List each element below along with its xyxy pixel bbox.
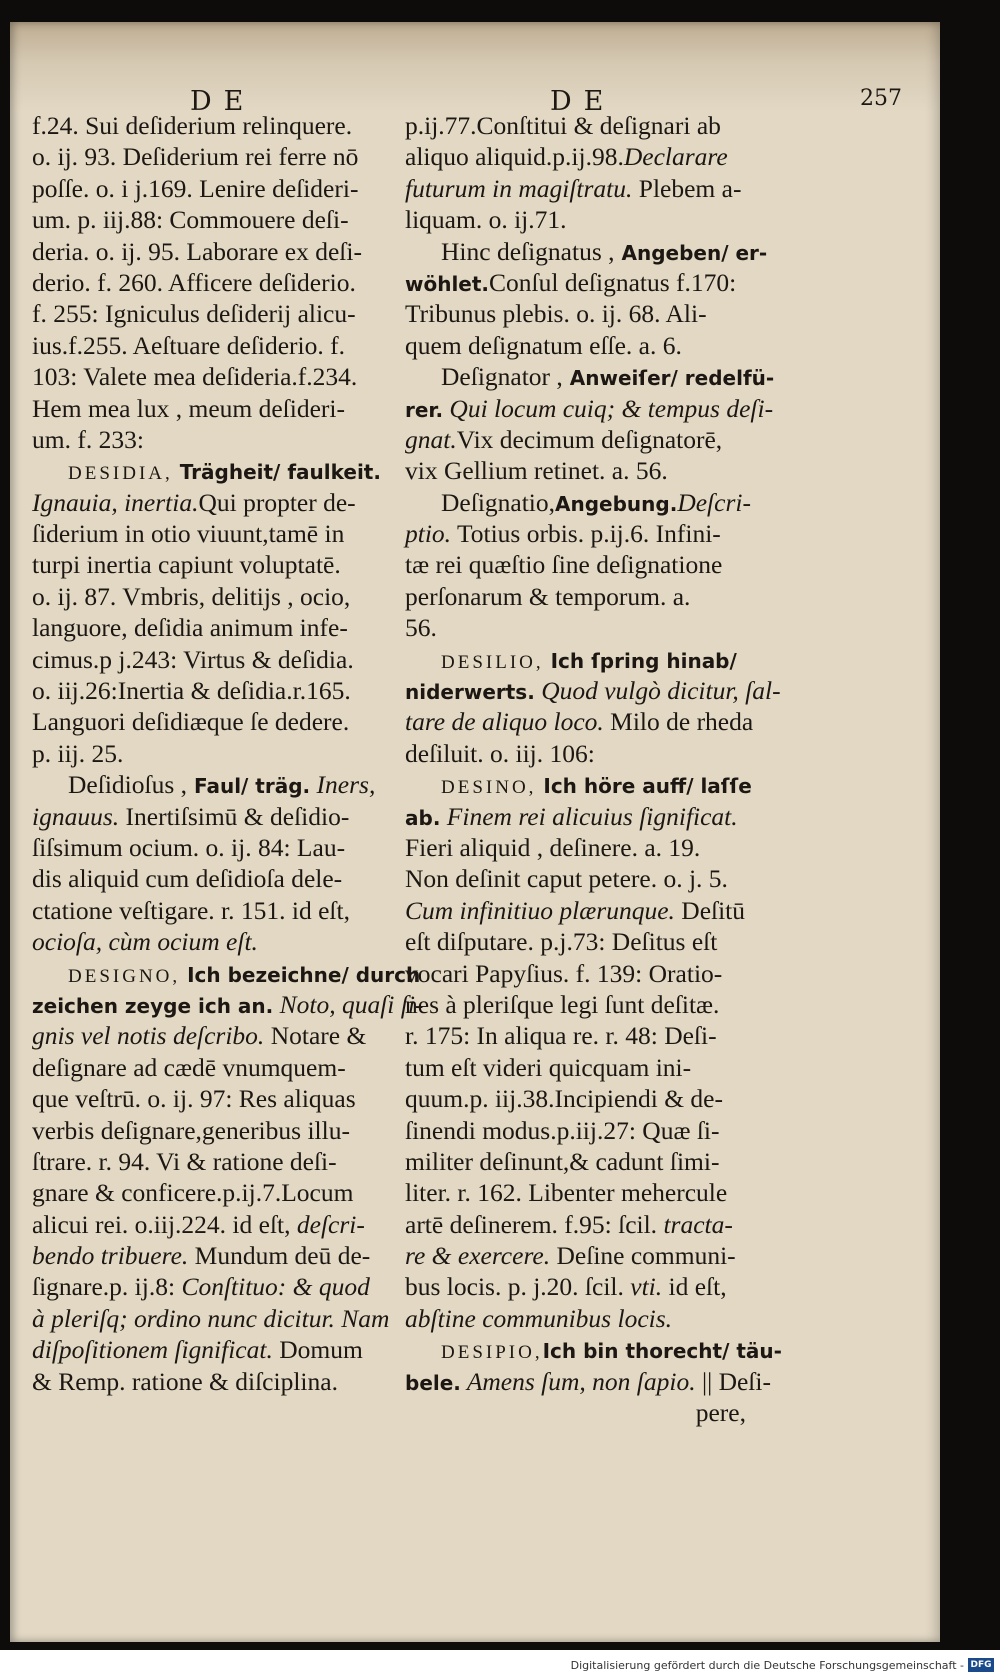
italic-text: abſtine communibus locis. <box>405 1303 673 1333</box>
latin-text: Deſidioſus , <box>68 770 187 800</box>
latin-text: 56. <box>405 613 437 643</box>
italic-text: Qui locum cuiq; & tempus deſi- <box>443 393 774 423</box>
text-line <box>32 1303 402 1334</box>
german-gloss: Ich ſpring hinab/ <box>543 648 737 673</box>
text-line <box>405 1052 760 1083</box>
latin-text: um. f. 233: <box>32 424 144 454</box>
text-line <box>405 518 760 549</box>
german-gloss: niderwerts. <box>405 680 535 705</box>
text-line <box>32 455 402 486</box>
latin-text: quum.p. iij.38.Incipiendi & de- <box>405 1084 723 1114</box>
text-line <box>405 1240 760 1271</box>
text-line <box>405 706 760 737</box>
text-line <box>405 549 760 580</box>
italic-text: Deſcri- <box>677 487 751 517</box>
text-line <box>405 769 760 800</box>
text-line <box>405 895 760 926</box>
latin-text: Non deſinit caput petere. o. j. 5. <box>405 864 728 894</box>
text-line <box>405 801 760 832</box>
italic-text: Declarare <box>623 142 728 172</box>
text-line <box>405 644 760 675</box>
latin-text: deria. o. ij. 95. Laborare ex deſi- <box>32 236 362 266</box>
latin-text: Hem mea lux , meum deſideri- <box>32 393 345 423</box>
italic-text: Amens ſum, non ſapio. <box>460 1366 696 1396</box>
german-gloss: wöhlet. <box>405 271 490 296</box>
latin-text: derio. f. 260. Afficere deſiderio. <box>32 267 356 297</box>
latin-text: alicui rei. o.iij.224. id eſt, <box>32 1209 291 1239</box>
text-line <box>32 769 402 800</box>
italic-text: Cum infinitiuo plærunque. <box>405 895 675 925</box>
text-line <box>405 267 760 298</box>
text-line <box>32 958 421 989</box>
german-gloss: Anweiſer/ redelfü- <box>562 366 775 391</box>
latin-text: liter. r. 162. Libenter mehercule <box>405 1178 728 1208</box>
german-gloss: rer. <box>405 397 444 422</box>
german-gloss: ab. <box>405 805 441 830</box>
latin-text: Mundum deū de- <box>188 1241 371 1271</box>
latin-text: deſignare ad cædē vnumquem- <box>32 1052 346 1082</box>
text-line <box>32 487 402 518</box>
text-line <box>405 110 760 141</box>
latin-text: Deſine communi- <box>550 1241 736 1271</box>
text-line <box>32 1366 402 1397</box>
italic-text: futurum in magiſtratu. <box>405 173 633 203</box>
german-gloss: Angebung. <box>555 491 678 516</box>
text-line <box>32 424 402 455</box>
text-line <box>32 361 402 392</box>
text-line <box>405 1146 760 1177</box>
latin-text: f. 255: Igniculus deſiderij alicu- <box>32 299 356 329</box>
text-line <box>405 738 760 769</box>
latin-text: liquam. o. ij.71. <box>405 205 567 235</box>
italic-text: tracta- <box>657 1209 733 1239</box>
latin-text: id eſt, <box>662 1272 727 1302</box>
text-line <box>32 1020 402 1051</box>
german-gloss: Ich bezeichne/ durch <box>180 962 421 987</box>
text-line <box>405 1303 760 1334</box>
latin-text: Notare & <box>264 1021 367 1051</box>
latin-text: p.ij.77.Conſtitui & deſignari ab <box>405 111 721 140</box>
latin-text: aliquo aliquid.p.ij.98. <box>405 142 624 172</box>
text-line <box>32 267 402 298</box>
latin-text: vix Gellium retinet. a. 56. <box>405 456 668 486</box>
latin-text: Milo de rheda <box>603 707 754 737</box>
text-line <box>405 832 760 863</box>
italic-text: deſcri- <box>290 1209 365 1239</box>
latin-text: dis aliquid cum deſidioſa dele- <box>32 864 343 894</box>
latin-text: Deſignatio, <box>441 487 556 517</box>
text-line <box>32 989 424 1020</box>
text-line <box>405 173 760 204</box>
text-line <box>405 1334 782 1365</box>
text-line <box>32 1052 402 1083</box>
latin-text: ſiderium in otio viuunt,tamē in <box>32 519 345 549</box>
headword: DESILIO, <box>441 651 544 673</box>
latin-text: poſſe. o. i j.169. Lenire deſideri- <box>32 173 359 203</box>
text-line <box>405 455 760 486</box>
running-header <box>10 64 940 117</box>
footer-bar <box>0 1650 1000 1676</box>
latin-text: Domum <box>272 1335 363 1365</box>
text-line <box>32 1083 402 1114</box>
text-line <box>32 204 402 235</box>
latin-text: o. ij. 87. Vmbris, delitijs , ocio, <box>32 581 351 611</box>
latin-text: Totius orbis. p.ij.6. Infini- <box>451 519 721 549</box>
italic-text: Quod vulgò dicitur, ſal- <box>534 676 781 706</box>
latin-text: pere, <box>695 1398 746 1428</box>
latin-text: Languori deſidiæque ſe dedere. <box>32 707 350 737</box>
text-line <box>32 1146 402 1177</box>
latin-text: Inertiſsimū & deſidio- <box>119 801 350 831</box>
latin-text: quem deſignatum eſſe. a. 6. <box>405 330 682 360</box>
latin-text: tum eſt videri quicquam ini- <box>405 1052 692 1082</box>
italic-text: vti. <box>623 1272 663 1302</box>
latin-text: o. ij. 93. Deſiderium rei ferre nō <box>32 142 359 172</box>
text-line <box>405 1115 760 1146</box>
latin-text: militer deſinunt,& cadunt ſimi- <box>405 1146 720 1176</box>
text-line <box>32 1209 402 1240</box>
text-line <box>405 487 760 518</box>
latin-text: um. p. iij.88: Commouere deſi- <box>32 205 349 235</box>
latin-text: Vix decimum deſignatorē, <box>456 424 723 454</box>
latin-text: gnare & conficere.p.ij.7.Locum <box>32 1178 354 1208</box>
text-line <box>32 1177 402 1208</box>
text-line <box>405 204 760 235</box>
text-line <box>32 1115 402 1146</box>
latin-text: f.24. Sui deſiderium relinquere. <box>32 111 353 140</box>
text-line <box>32 612 402 643</box>
headword: DESIDIA, <box>68 463 173 485</box>
page-number: 257 <box>860 86 902 111</box>
text-line <box>405 141 760 172</box>
text-line <box>405 424 760 455</box>
latin-text: cimus.p j.243: Virtus & deſidia. <box>32 644 354 674</box>
italic-text: ocioſa, cùm ocium eſt. <box>32 927 258 957</box>
text-line <box>405 863 760 894</box>
italic-text: gnis vel notis deſcribo. <box>32 1021 265 1051</box>
italic-text: bendo tribuere. <box>32 1241 189 1271</box>
latin-text: ſinendi modus.p.iij.27: Quæ ſi- <box>405 1115 720 1145</box>
latin-text: artē deſinerem. f.95: ſcil. <box>405 1209 658 1239</box>
latin-text: Fieri aliquid , deſinere. a. 19. <box>405 832 701 862</box>
footer-credit: Digitalisierung gefördert durch die Deutsche Forschungsgemeinschaft - <box>570 1659 964 1672</box>
text-line <box>405 1083 760 1114</box>
text-line <box>32 863 402 894</box>
text-line <box>32 1271 402 1302</box>
text-line <box>405 612 760 643</box>
italic-text: re & exercere. <box>405 1241 551 1271</box>
latin-text: Hinc deſignatus , <box>441 236 615 266</box>
italic-text: Iners, <box>310 770 376 800</box>
latin-text: perſonarum & temporum. a. <box>405 581 691 611</box>
italic-text: Noto, quaſi ſi- <box>273 989 424 1019</box>
header-left: DE <box>190 86 256 117</box>
text-line <box>32 675 402 706</box>
text-line <box>405 361 775 392</box>
latin-text: nes à pleriſque legi ſunt deſitæ. <box>405 989 720 1019</box>
latin-text: deſiluit. o. iij. 106: <box>405 738 595 768</box>
italic-text: diſpoſitionem ſignificat. <box>32 1335 273 1365</box>
text-line <box>32 110 402 141</box>
header-right: DE <box>550 86 616 117</box>
italic-text: gnat. <box>405 424 457 454</box>
german-gloss: Angeben/ er- <box>614 240 768 265</box>
latin-text: r. 175: In aliqua re. r. 48: Deſi- <box>405 1021 717 1051</box>
latin-text: ctatione veſtigare. r. 151. id eſt, <box>32 895 350 925</box>
text-line <box>32 801 402 832</box>
german-gloss: Faul/ träg. <box>187 774 311 799</box>
italic-text: Ignauia, inertia. <box>32 487 199 517</box>
text-line <box>405 1397 760 1428</box>
text-line <box>405 298 760 329</box>
text-line <box>405 989 760 1020</box>
german-gloss: Ich höre auff/ laſſe <box>536 774 752 799</box>
right-column <box>405 110 782 1428</box>
text-line <box>32 1240 402 1271</box>
text-line <box>405 1177 760 1208</box>
text-line <box>405 1020 760 1051</box>
latin-text: || Deſi- <box>695 1366 771 1396</box>
latin-text: languore, deſidia animum infe- <box>32 613 348 643</box>
latin-text: Conſul deſignatus f.170: <box>489 267 737 297</box>
latin-text: ſignare.p. ij.8: <box>32 1272 176 1302</box>
text-line <box>405 958 760 989</box>
latin-text: ius.f.255. Aeſtuare deſiderio. f. <box>32 330 345 360</box>
latin-text: verbis deſignare,generibus illu- <box>32 1115 350 1145</box>
headword: DESIGNO, <box>68 965 181 987</box>
latin-text: eſt diſputare. p.j.73: Deſitus eſt <box>405 927 718 957</box>
text-line <box>405 236 768 267</box>
text-line <box>32 644 402 675</box>
text-line <box>32 330 402 361</box>
latin-text: turpi inertia capiunt voluptatē. <box>32 550 341 580</box>
latin-text: Qui propter de- <box>198 487 356 517</box>
italic-text: tare de aliquo loco. <box>405 707 604 737</box>
text-line <box>32 926 402 957</box>
dfg-logo: DFG <box>968 1658 994 1672</box>
text-line <box>32 141 402 172</box>
text-line <box>32 518 402 549</box>
text-line <box>405 1271 760 1302</box>
headword: DESINO, <box>441 777 537 799</box>
text-line <box>32 549 402 580</box>
latin-text: tæ rei quæſtio ſine deſignatione <box>405 550 723 580</box>
text-line <box>405 1209 760 1240</box>
latin-text: ſiſsimum ocium. o. ij. 84: Lau- <box>32 832 346 862</box>
text-line <box>32 581 402 612</box>
italic-text: ignauus. <box>32 801 120 831</box>
text-line <box>405 675 781 706</box>
text-line <box>405 330 760 361</box>
text-line <box>405 581 760 612</box>
book-page <box>10 22 940 1642</box>
latin-text: 103: Valete mea deſideria.f.234. <box>32 362 358 392</box>
latin-text: ſtrare. r. 94. Vi & ratione deſi- <box>32 1146 337 1176</box>
italic-text: Conſtituo: & quod <box>175 1272 370 1302</box>
italic-text: à pleriſq; ordino nunc dicitur. Nam <box>32 1303 390 1333</box>
german-gloss: Trägheit/ faulkeit. <box>172 460 381 485</box>
text-line <box>32 173 402 204</box>
german-gloss: zeichen zeyge ich an. <box>32 993 274 1018</box>
text-line <box>32 1334 402 1365</box>
text-line <box>405 926 760 957</box>
text-line <box>32 895 402 926</box>
german-gloss: Ich bin thorecht/ täu- <box>542 1339 782 1364</box>
text-line <box>32 236 402 267</box>
latin-text: vocari Papyſius. f. 139: Oratio- <box>405 958 723 988</box>
latin-text: o. iij.26:Inertia & deſidia.r.165. <box>32 676 351 706</box>
text-line <box>32 706 402 737</box>
text-line <box>32 298 402 329</box>
german-gloss: bele. <box>405 1370 461 1395</box>
latin-text: Tribunus plebis. o. ij. 68. Ali- <box>405 299 707 329</box>
italic-text: Finem rei alicuius ſignificat. <box>440 801 738 831</box>
latin-text: Deſitū <box>674 895 746 925</box>
text-line <box>32 832 402 863</box>
text-line <box>405 393 774 424</box>
text-line <box>32 393 402 424</box>
text-line <box>32 738 402 769</box>
latin-text: & Remp. ratione & diſciplina. <box>32 1366 338 1396</box>
headword: DESIPIO, <box>441 1342 543 1364</box>
latin-text: bus locis. p. j.20. ſcil. <box>405 1272 624 1302</box>
latin-text: Plebem a- <box>632 173 742 203</box>
latin-text: Deſignator , <box>441 362 563 392</box>
latin-text: que veſtrū. o. ij. 97: Res aliquas <box>32 1084 356 1114</box>
text-line <box>405 1366 771 1397</box>
italic-text: ptio. <box>405 519 452 549</box>
latin-text: p. iij. 25. <box>32 738 124 768</box>
